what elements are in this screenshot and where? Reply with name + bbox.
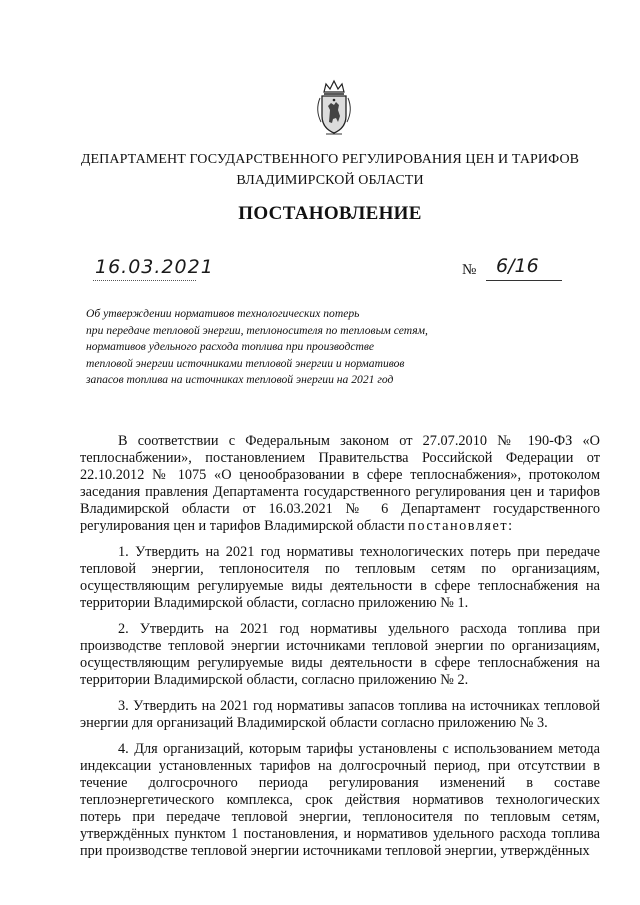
department-name-line2: ВЛАДИМИРСКОЙ ОБЛАСТИ: [236, 173, 424, 188]
document-type-title: ПОСТАНОВЛЕНИЕ: [238, 203, 422, 224]
department-name-line1: ДЕПАРТАМЕНТ ГОСУДАРСТВЕННОГО РЕГУЛИРОВАНИЯ ЦЕН И ТАРИФОВ: [80, 152, 580, 167]
preamble-text: В соответствии с Федеральным законом от 27.07.2010 № 190-ФЗ «О теплоснабжении», постановлением Правительства Российской Федерации от 22.10.2012 № 1075 «О ценообразовании в сфере теплоснабжения», протоколом заседания правления Департамента государственного регулирования цен и тарифов Владимирской области от 16.03.2021 № 6 Департамент государственного регулирования цен и тарифов Владимирской области: [80, 433, 600, 534]
number-label: №: [462, 262, 477, 278]
subject-line: нормативов удельного расхода топлива при производстве: [86, 340, 375, 354]
document-date: 16.03.2021: [95, 256, 214, 278]
subject-block: [86, 306, 466, 389]
date-underline: [93, 280, 196, 281]
vladimir-coat-of-arms-icon: [312, 78, 356, 138]
subject-line: Об утверждении нормативов технологических потерь: [86, 307, 360, 320]
subject-line: запасов топлива на источниках тепловой энергии на 2021 год: [86, 373, 394, 387]
paragraph-2: 2. Утвердить на 2021 год нормативы удельного расхода топлива при производстве тепловой энергии источниками тепловой энергии по организациям, осуществляющим регулируемые виды деятельности в сфере теплоснабжения на территории Владимирской области, согласно приложению № 2.: [80, 621, 600, 688]
subject-line: при передаче тепловой энергии, теплоносителя по тепловым сетям,: [86, 323, 428, 337]
number-underline: [486, 280, 562, 281]
document-number: 6/16: [496, 255, 539, 277]
preamble-paragraph: [80, 433, 600, 535]
paragraph-4: 4. Для организаций, которым тарифы установлены с использованием метода индексации установленных тарифов на долгосрочный период, при отсутствии в течение долгосрочного периода регулирования изменений в составе теплоэнергетического комплекса, срок действия нормативов технологических потерь при передаче тепловой энергии, теплоносителя по тепловым сетям, утверждённых пунктом 1 постановления, и нормативов удельного расхода топлива при производстве тепловой энергии источниками тепловой энергии, утверждённых: [80, 741, 600, 859]
subject-line: тепловой энергии источниками тепловой энергии и нормативов: [86, 356, 405, 370]
paragraph-1: 1. Утвердить на 2021 год нормативы технологических потерь при передаче тепловой энергии, теплоносителя по тепловым сетям по организациям, осуществляющим регулируемые виды деятельности в сфере теплоснабжения на территории Владимирской области, согласно приложению № 1.: [80, 544, 600, 611]
document-body: [80, 433, 600, 869]
paragraph-3: 3. Утвердить на 2021 год нормативы запасов топлива на источниках тепловой энергии для организаций Владимирской области согласно приложению № 3.: [80, 698, 600, 731]
decree-word: постановляет:: [408, 518, 514, 534]
